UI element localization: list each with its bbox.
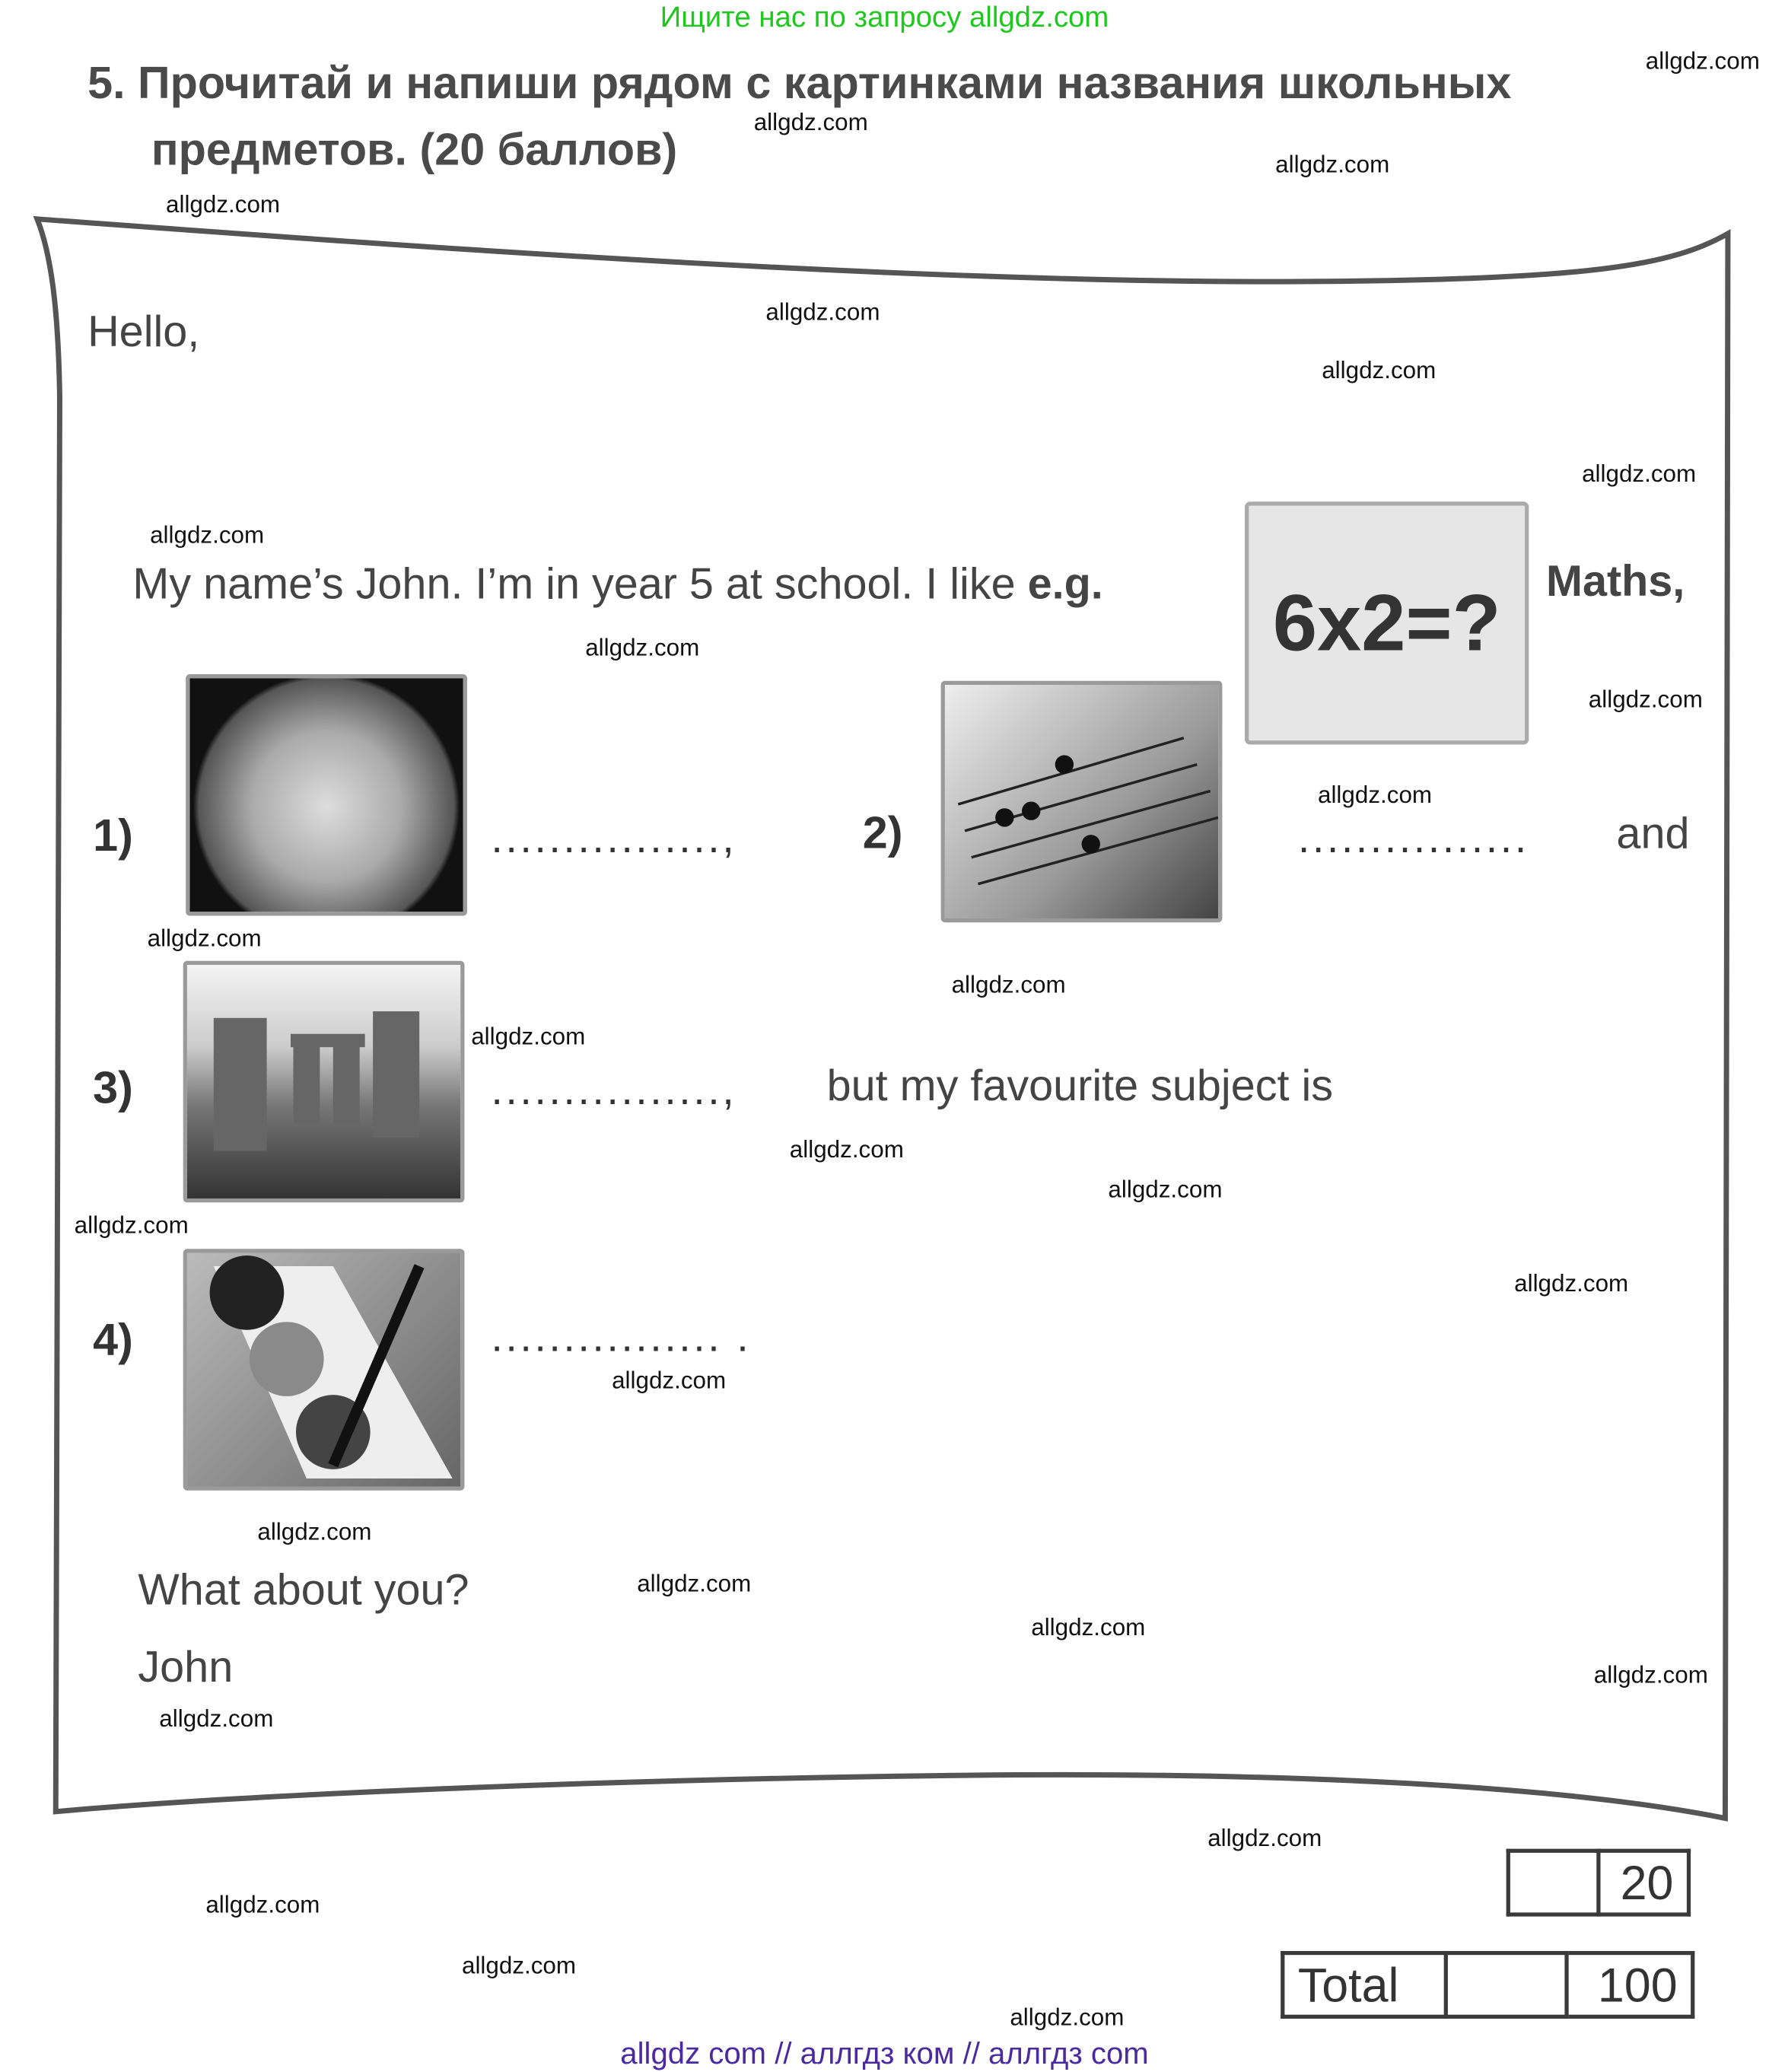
watermark: allgdz.com	[1207, 1825, 1322, 1852]
maths-picture: 6x2=?	[1245, 501, 1529, 744]
answer-blank-3[interactable]: ................,	[491, 1065, 737, 1114]
watermark: allgdz.com	[150, 521, 265, 549]
stones-icon	[187, 965, 460, 1198]
music-notes-image	[941, 681, 1223, 922]
watermark: allgdz.com	[753, 109, 868, 135]
watermark: allgdz.com	[1322, 357, 1437, 384]
signature: John	[138, 1641, 234, 1692]
watermark: allgdz.com	[789, 1136, 904, 1163]
greeting: Hello,	[87, 306, 200, 356]
watermark: allgdz.com	[205, 1891, 320, 1918]
watermark: allgdz.com	[1275, 151, 1390, 178]
watermark: allgdz.com	[1645, 47, 1760, 75]
total-max: 100	[1567, 1953, 1693, 2017]
watermark: allgdz.com	[1514, 1270, 1629, 1297]
watermark: allgdz.com	[471, 1023, 586, 1050]
item-number-2: 2)	[862, 808, 903, 859]
watermark: allgdz.com	[612, 1367, 727, 1394]
watermark: allgdz.com	[1593, 1661, 1708, 1688]
score-input[interactable]	[1508, 1851, 1599, 1914]
stonehenge-image	[183, 961, 465, 1202]
watermark: allgdz.com	[1031, 1613, 1146, 1641]
max-points: 20	[1599, 1851, 1689, 1914]
task-score-box	[1507, 1849, 1691, 1917]
total-label: Total	[1283, 1953, 1446, 2017]
watermark: allgdz.com	[461, 1952, 577, 1979]
total-input[interactable]	[1446, 1953, 1567, 2017]
watermark: allgdz.com	[1588, 686, 1703, 713]
answer-blank-2[interactable]: ................	[1297, 813, 1529, 861]
task-title-line2: предметов. (20 баллов)	[151, 124, 678, 176]
favourite-text: but my favourite subject is	[826, 1060, 1334, 1110]
watermark: allgdz.com	[585, 634, 700, 661]
item-number-4: 4)	[93, 1315, 133, 1366]
watermark: allgdz.com	[159, 1705, 274, 1733]
watermark: allgdz.com	[1582, 460, 1697, 488]
watermark: allgdz.com	[951, 971, 1066, 998]
question-text: What about you?	[138, 1564, 469, 1614]
watermark: allgdz.com	[166, 191, 281, 218]
paints-brush-image	[183, 1249, 465, 1490]
total-score-box	[1281, 1951, 1694, 2019]
earth-globe-image	[186, 674, 467, 915]
eg-label: e.g.	[1027, 559, 1103, 608]
watermark: allgdz.com	[147, 925, 262, 952]
and-text: and	[1616, 808, 1690, 858]
intro-text	[132, 558, 1102, 611]
watermark: allgdz.com	[74, 1211, 189, 1239]
watermark: allgdz.com	[765, 298, 880, 326]
item-number-1: 1)	[93, 810, 133, 861]
watermark: allgdz.com	[1317, 781, 1433, 809]
footer-links[interactable]: allgdz com // аллгдз ком // аллгдз com	[620, 2035, 1149, 2070]
watermark: allgdz.com	[1010, 2004, 1125, 2031]
item-number-3: 3)	[93, 1063, 133, 1114]
search-banner[interactable]: Ищите нас по запросу allgdz.com	[660, 0, 1109, 33]
watermark: allgdz.com	[257, 1518, 372, 1545]
answer-blank-4[interactable]: ................ .	[491, 1313, 752, 1361]
watermark: allgdz.com	[1108, 1176, 1223, 1203]
paint-palette-icon	[187, 1253, 460, 1487]
answer-blank-1[interactable]: ................,	[491, 813, 737, 861]
watermark: allgdz.com	[637, 1570, 752, 1597]
intro-sentence: My name’s John. I’m in year 5 at school. I like	[132, 559, 1016, 608]
music-notes-icon	[945, 685, 1218, 918]
maths-label: Maths,	[1545, 555, 1685, 606]
task-title-line1: 5. Прочитай и напиши рядом с картинками названия школьных	[87, 58, 1512, 110]
